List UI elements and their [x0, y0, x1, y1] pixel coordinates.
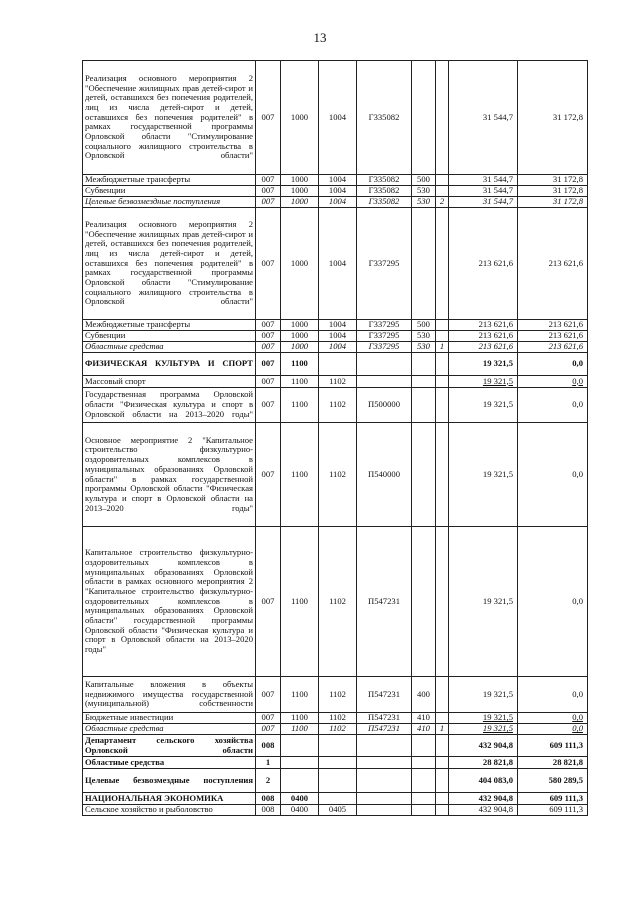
cell-s2: 0,0 [518, 353, 588, 376]
cell-s2: 213 621,6 [518, 342, 588, 353]
cell-s1: 19 321,5 [449, 423, 518, 527]
cell-ko [436, 175, 449, 186]
cell-ko [436, 208, 449, 320]
cell-ko [436, 677, 449, 713]
table-row [83, 388, 588, 423]
cell-cs: П540000 [357, 423, 412, 527]
cell-rz: 1000 [281, 331, 319, 342]
cell-ko [436, 388, 449, 423]
cell-ko [436, 376, 449, 388]
cell-ko [436, 713, 449, 724]
cell-pr: 1102 [319, 677, 357, 713]
cell-name: Департамент сельского хозяйства Орловской области [83, 735, 256, 757]
cell-rz: 1000 [281, 175, 319, 186]
cell-rz: 0400 [281, 805, 319, 816]
cell-name: Реализация основного мероприятия 2 "Обеспечение жилищных прав детей-сирот и детей, оставшихся без попечения родителей, лиц из числа детей-сирот и детей, оставшихся без попечения родителей" в рамках государственной программы Орловской области "Стимулирование социального жилищного строительства в Орловской области" [83, 208, 256, 320]
cell-pr: 1004 [319, 175, 357, 186]
cell-vr [412, 527, 436, 677]
cell-ved: 007 [256, 320, 281, 331]
cell-cs [357, 757, 412, 769]
table-row [83, 713, 588, 724]
cell-s1: 19 321,5 [449, 724, 518, 735]
cell-pr: 1004 [319, 186, 357, 197]
table-row [83, 186, 588, 197]
cell-ved: 2 [256, 769, 281, 793]
cell-ved: 007 [256, 423, 281, 527]
cell-ko [436, 793, 449, 805]
cell-vr [412, 376, 436, 388]
cell-s1: 432 904,8 [449, 793, 518, 805]
table-row [83, 342, 588, 353]
cell-cs: Г335082 [357, 175, 412, 186]
cell-pr [319, 793, 357, 805]
cell-ko: 2 [436, 197, 449, 208]
cell-s2: 0,0 [518, 724, 588, 735]
table-row [83, 175, 588, 186]
cell-pr [319, 769, 357, 793]
cell-ko [436, 320, 449, 331]
cell-s2: 213 621,6 [518, 331, 588, 342]
cell-vr: 410 [412, 724, 436, 735]
cell-s1: 432 904,8 [449, 805, 518, 816]
cell-name: Бюджетные инвестиции [83, 713, 256, 724]
cell-vr [412, 423, 436, 527]
cell-s2: 0,0 [518, 713, 588, 724]
cell-name: Основное мероприятие 2 "Капитальное строительство физкультурно-оздоровительных комплексов в муниципальных образованиях Орловской области" в рамках государственной программы Орловской области "Физическая культура и спорт в Орловской области на 2013–2020 годы" [83, 423, 256, 527]
cell-name: ФИЗИЧЕСКАЯ КУЛЬТУРА И СПОРТ [83, 353, 256, 376]
cell-vr [412, 793, 436, 805]
cell-vr [412, 353, 436, 376]
cell-ved: 007 [256, 331, 281, 342]
cell-rz: 1100 [281, 713, 319, 724]
cell-name: Целевые безвозмездные поступления [83, 197, 256, 208]
cell-ko [436, 769, 449, 793]
cell-cs: Г337295 [357, 208, 412, 320]
cell-vr: 500 [412, 175, 436, 186]
cell-pr: 1004 [319, 197, 357, 208]
cell-name: Сельское хозяйство и рыболовство [83, 805, 256, 816]
cell-vr [412, 805, 436, 816]
cell-cs [357, 353, 412, 376]
cell-rz: 1100 [281, 353, 319, 376]
cell-cs [357, 376, 412, 388]
table-row [83, 208, 588, 320]
cell-rz: 1000 [281, 197, 319, 208]
cell-pr: 1004 [319, 342, 357, 353]
cell-vr: 410 [412, 713, 436, 724]
cell-ved: 1 [256, 757, 281, 769]
table-row [83, 805, 588, 816]
cell-s2: 0,0 [518, 677, 588, 713]
table-row [83, 353, 588, 376]
table-row [83, 757, 588, 769]
cell-vr: 500 [412, 320, 436, 331]
cell-pr: 1102 [319, 713, 357, 724]
cell-s2: 580 289,5 [518, 769, 588, 793]
cell-name: Областные средства [83, 757, 256, 769]
cell-pr: 1004 [319, 331, 357, 342]
cell-vr: 530 [412, 342, 436, 353]
cell-cs: П547231 [357, 713, 412, 724]
cell-ved: 007 [256, 376, 281, 388]
table-row [83, 320, 588, 331]
cell-ved: 007 [256, 186, 281, 197]
cell-vr: 530 [412, 331, 436, 342]
cell-ved: 008 [256, 805, 281, 816]
cell-ved: 007 [256, 175, 281, 186]
cell-name: Реализация основного мероприятия 2 "Обеспечение жилищных прав детей-сирот и детей, оставшихся без попечения родителей, лиц из числа детей-сирот и детей, оставшихся без попечения родителей" в рамках государственной программы Орловской области "Стимулирование социального жилищного строительства в Орловской области" [83, 61, 256, 175]
cell-ko [436, 423, 449, 527]
cell-s1: 19 321,5 [449, 376, 518, 388]
cell-name: Капитальные вложения в объекты недвижимого имущества государственной (муниципальной) собственности [83, 677, 256, 713]
cell-s1: 213 621,6 [449, 208, 518, 320]
cell-s2: 609 111,3 [518, 793, 588, 805]
cell-ved: 007 [256, 342, 281, 353]
cell-s2: 0,0 [518, 388, 588, 423]
cell-s2: 31 172,8 [518, 61, 588, 175]
cell-rz [281, 757, 319, 769]
cell-ko [436, 353, 449, 376]
cell-ved: 007 [256, 724, 281, 735]
cell-s1: 31 544,7 [449, 175, 518, 186]
cell-s1: 31 544,7 [449, 197, 518, 208]
cell-ved: 008 [256, 793, 281, 805]
cell-ko [436, 757, 449, 769]
cell-pr: 1102 [319, 388, 357, 423]
cell-cs: Г337295 [357, 320, 412, 331]
cell-vr [412, 735, 436, 757]
cell-ko: 1 [436, 724, 449, 735]
table-row [83, 376, 588, 388]
table-row [83, 423, 588, 527]
cell-rz: 1100 [281, 388, 319, 423]
cell-ko [436, 61, 449, 175]
cell-name: Субвенции [83, 186, 256, 197]
cell-cs: П547231 [357, 677, 412, 713]
cell-s1: 19 321,5 [449, 353, 518, 376]
cell-name: Областные средства [83, 724, 256, 735]
cell-cs: П500000 [357, 388, 412, 423]
table-row [83, 527, 588, 677]
table-row [83, 61, 588, 175]
cell-name: Капитальное строительство физкультурно-оздоровительных комплексов в муниципальных образованиях Орловской области в рамках основного мероприятия 2 "Капитальное строительство физкультурно-оздоровительных комплексов в муниципальных образованиях Орловской области" государственной программы Орловской области "Физическая культура и спорт в Орловской области на 2013–2020 годы" [83, 527, 256, 677]
cell-s2: 0,0 [518, 423, 588, 527]
cell-ko [436, 805, 449, 816]
cell-pr: 1102 [319, 423, 357, 527]
cell-s2: 31 172,8 [518, 197, 588, 208]
cell-cs [357, 805, 412, 816]
cell-cs: Г337295 [357, 331, 412, 342]
cell-s2: 609 111,3 [518, 735, 588, 757]
table-row [83, 677, 588, 713]
cell-s2: 0,0 [518, 527, 588, 677]
cell-cs: П547231 [357, 527, 412, 677]
cell-s2: 609 111,3 [518, 805, 588, 816]
cell-vr: 530 [412, 197, 436, 208]
cell-rz: 1100 [281, 376, 319, 388]
cell-ko [436, 527, 449, 677]
cell-cs: П547231 [357, 724, 412, 735]
cell-ko [436, 735, 449, 757]
cell-cs [357, 769, 412, 793]
cell-s1: 19 321,5 [449, 713, 518, 724]
cell-name: Государственная программа Орловской области "Физическая культура и спорт в Орловской области на 2013–2020 годы" [83, 388, 256, 423]
cell-ved: 007 [256, 527, 281, 677]
cell-rz: 0400 [281, 793, 319, 805]
cell-rz: 1100 [281, 423, 319, 527]
cell-name: Межбюджетные трансферты [83, 320, 256, 331]
cell-ved: 007 [256, 208, 281, 320]
cell-rz [281, 735, 319, 757]
cell-ved: 007 [256, 197, 281, 208]
cell-name: Субвенции [83, 331, 256, 342]
cell-pr: 1102 [319, 724, 357, 735]
cell-name: Массовый спорт [83, 376, 256, 388]
table-row [83, 197, 588, 208]
cell-cs: Г335082 [357, 197, 412, 208]
cell-s1: 213 621,6 [449, 342, 518, 353]
cell-vr: 400 [412, 677, 436, 713]
table-row [83, 724, 588, 735]
cell-s1: 19 321,5 [449, 527, 518, 677]
cell-s2: 28 821,8 [518, 757, 588, 769]
cell-pr: 0405 [319, 805, 357, 816]
cell-cs: Г335082 [357, 61, 412, 175]
cell-cs [357, 793, 412, 805]
cell-rz [281, 769, 319, 793]
cell-s2: 0,0 [518, 376, 588, 388]
cell-rz: 1000 [281, 320, 319, 331]
cell-rz: 1100 [281, 724, 319, 735]
cell-s1: 213 621,6 [449, 320, 518, 331]
cell-s1: 28 821,8 [449, 757, 518, 769]
cell-pr: 1004 [319, 208, 357, 320]
cell-s2: 31 172,8 [518, 175, 588, 186]
cell-s2: 213 621,6 [518, 320, 588, 331]
cell-rz: 1000 [281, 342, 319, 353]
cell-pr: 1102 [319, 376, 357, 388]
cell-rz: 1100 [281, 527, 319, 677]
cell-pr: 1102 [319, 527, 357, 677]
cell-pr [319, 757, 357, 769]
cell-s2: 213 621,6 [518, 208, 588, 320]
cell-s1: 432 904,8 [449, 735, 518, 757]
cell-s1: 213 621,6 [449, 331, 518, 342]
cell-rz: 1100 [281, 677, 319, 713]
cell-pr [319, 735, 357, 757]
cell-vr [412, 61, 436, 175]
cell-rz: 1000 [281, 186, 319, 197]
cell-s1: 19 321,5 [449, 388, 518, 423]
cell-vr: 530 [412, 186, 436, 197]
cell-s1: 19 321,5 [449, 677, 518, 713]
cell-name: Целевые безвозмездные поступления [83, 769, 256, 793]
cell-rz: 1000 [281, 61, 319, 175]
table-row [83, 735, 588, 757]
cell-ved: 008 [256, 735, 281, 757]
cell-cs [357, 735, 412, 757]
cell-cs: Г335082 [357, 186, 412, 197]
cell-ved: 007 [256, 353, 281, 376]
cell-ko [436, 331, 449, 342]
cell-name: НАЦИОНАЛЬНАЯ ЭКОНОМИКА [83, 793, 256, 805]
cell-pr: 1004 [319, 320, 357, 331]
cell-rz: 1000 [281, 208, 319, 320]
cell-ved: 007 [256, 713, 281, 724]
cell-vr [412, 769, 436, 793]
table-row [83, 331, 588, 342]
cell-vr [412, 208, 436, 320]
cell-s1: 31 544,7 [449, 61, 518, 175]
table-row [83, 769, 588, 793]
page-number: 13 [313, 30, 327, 45]
cell-s2: 31 172,8 [518, 186, 588, 197]
table-row [83, 793, 588, 805]
cell-name: Межбюджетные трансферты [83, 175, 256, 186]
budget-table [82, 60, 588, 816]
table-body [83, 61, 588, 816]
cell-ved: 007 [256, 677, 281, 713]
cell-s1: 31 544,7 [449, 186, 518, 197]
cell-s1: 404 083,0 [449, 769, 518, 793]
cell-cs: Г337295 [357, 342, 412, 353]
cell-pr: 1004 [319, 61, 357, 175]
cell-vr [412, 757, 436, 769]
cell-pr [319, 353, 357, 376]
cell-ved: 007 [256, 61, 281, 175]
cell-ved: 007 [256, 388, 281, 423]
cell-ko: 1 [436, 342, 449, 353]
cell-vr [412, 388, 436, 423]
cell-name: Областные средства [83, 342, 256, 353]
cell-ko [436, 186, 449, 197]
